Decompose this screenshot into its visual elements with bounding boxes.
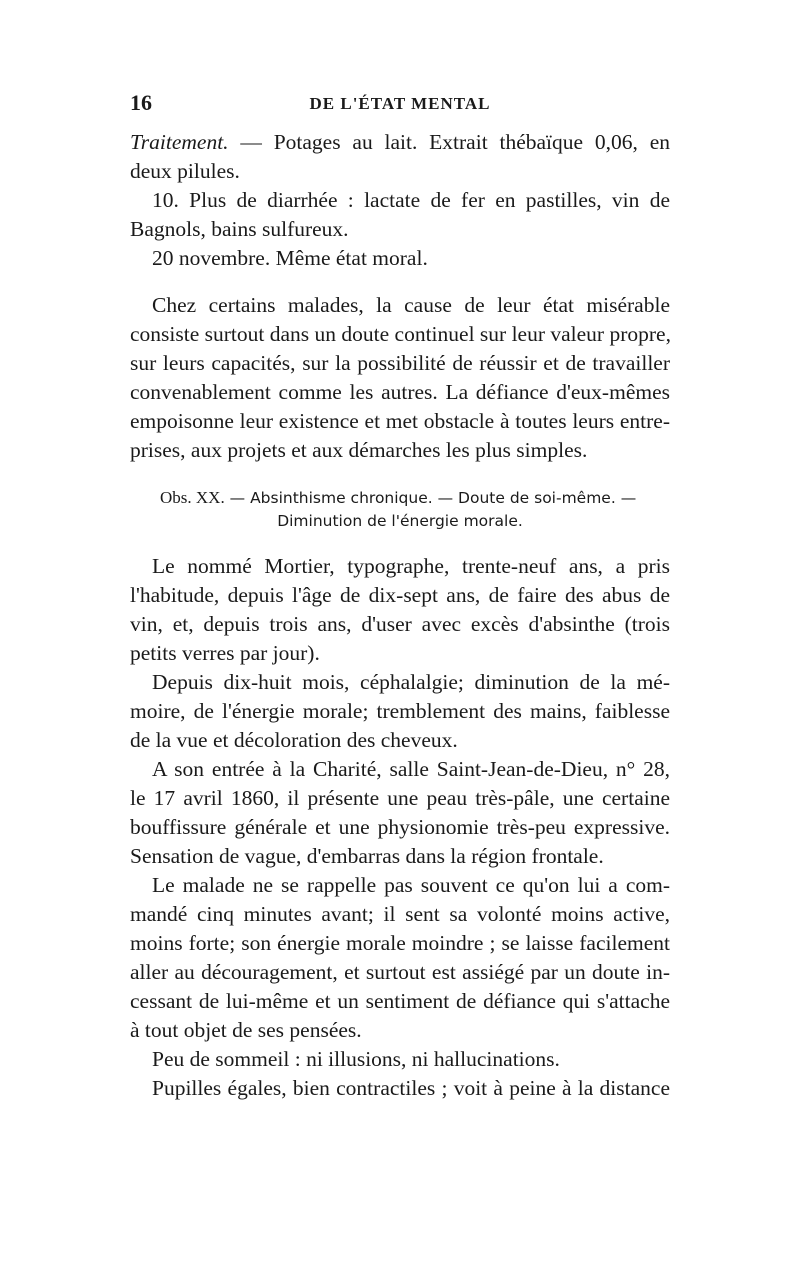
case-line: Le malade ne se rappelle pas souvent ce qu'on lui a com- — [152, 873, 670, 897]
case-line: vin, et, depuis trois ans, d'user avec excès d'absinthe (trois — [130, 612, 670, 636]
case-line: Le nommé Mortier, typographe, trente-neuf ans, a pris — [152, 554, 670, 578]
case-line: le 17 avril 1860, il présente une peau très-pâle, une certaine — [130, 786, 670, 810]
paragraph-line: Chez certains malades, la cause de leur état misérable — [152, 293, 670, 317]
page-header — [130, 90, 670, 120]
observation-label: Obs. XX. — [160, 488, 225, 507]
case-line: de la vue et décoloration des cheveux. — [130, 728, 458, 752]
paragraph-line: convenablement comme les autres. La défiance d'eux-mêmes — [130, 380, 670, 404]
case-line: moins forte; son énergie morale moindre ; se laisse facilement — [130, 931, 670, 955]
paragraph-line: consiste surtout dans un doute continuel sur leur valeur propre, — [130, 322, 671, 346]
observation-title: — Absinthisme chronique. — Doute de soi-même. — — [229, 489, 637, 507]
observation-heading-line-2: Diminution de l'énergie morale. — [277, 512, 523, 530]
case-line: à tout objet de ses pensées. — [130, 1018, 362, 1042]
case-line: bouffissure générale et une physionomie très-peu expressive. — [130, 815, 670, 839]
treatment-text: — Potages au lait. Extrait thébaïque 0,06, en — [240, 130, 671, 154]
case-line: Peu de sommeil : ni illusions, ni hallucinations. — [152, 1047, 560, 1071]
observation-heading-line-1 — [130, 487, 670, 509]
case-line: petits verres par jour). — [130, 641, 320, 665]
case-line: mandé cinq minutes avant; il sent sa volonté moins active, — [130, 902, 670, 926]
case-line: Pupilles égales, bien contractiles ; voit à peine à la distance — [152, 1076, 670, 1100]
case-line: l'habitude, depuis l'âge de dix-sept ans, de faire des abus de — [130, 583, 670, 607]
page-number: 16 — [130, 90, 152, 115]
paragraph-line: sur leurs capacités, sur la possibilité de réussir et de travailler — [130, 351, 670, 375]
case-line: aller au découragement, et surtout est assiégé par un doute in- — [130, 960, 670, 984]
case-line: Sensation de vague, d'embarras dans la région frontale. — [130, 844, 604, 868]
case-line: cessant de lui-même et un sentiment de défiance qui s'attache — [130, 989, 670, 1013]
paragraph-line: empoisonne leur existence et met obstacle à toutes leurs entre- — [130, 409, 670, 433]
running-head: DE L'ÉTAT MENTAL — [309, 94, 491, 113]
treatment-line-1 — [130, 128, 670, 156]
treatment-line-5: 20 novembre. Même état moral. — [152, 246, 428, 270]
case-line: moire, de l'énergie morale; tremblement des mains, faiblesse — [130, 699, 670, 723]
case-line: A son entrée à la Charité, salle Saint-Jean-de-Dieu, n° 28, — [152, 757, 670, 781]
treatment-line-4: Bagnols, bains sulfureux. — [130, 217, 349, 241]
case-line: Depuis dix-huit mois, céphalalgie; diminution de la mé- — [152, 670, 670, 694]
treatment-label: Traitement. — [130, 130, 229, 154]
paragraph-line: prises, aux projets et aux démarches les plus simples. — [130, 438, 588, 462]
treatment-line-3: 10. Plus de diarrhée : lactate de fer en pastilles, vin de — [152, 188, 670, 212]
treatment-line-2: deux pilules. — [130, 159, 240, 183]
